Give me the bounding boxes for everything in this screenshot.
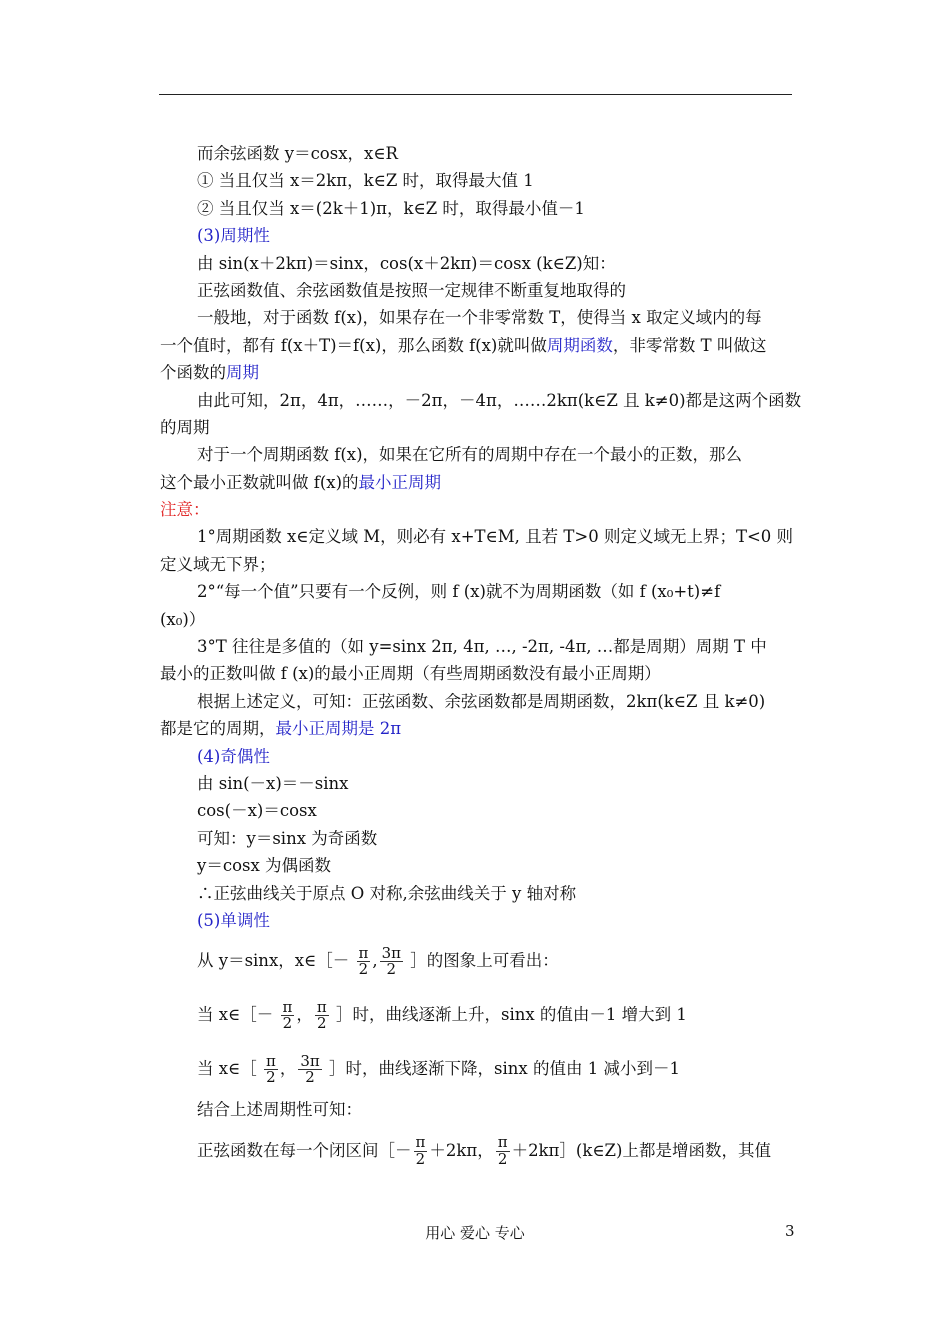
text-line: (x₀)）: [160, 609, 206, 629]
note-heading: 注意：: [160, 500, 210, 520]
header-rule: [159, 94, 792, 95]
fraction: $\frac{\pi}{2}$: [358, 943, 369, 979]
fraction: $\frac{\pi}{2}$: [415, 1132, 426, 1168]
text-line: 当 x∈［ $\frac{\pi}{2}$ ， $\frac{3\pi}{2}$ ］时，曲线逐渐下降，sinx 的值由 1 减小到－1: [197, 1051, 680, 1087]
fraction: $\frac{\pi}{2}$: [266, 1051, 276, 1087]
text-line: 定义域无下界；: [160, 554, 276, 574]
text-line: 最小的正数叫做 f (x)的最小正周期（有些周期函数没有最小正周期）: [160, 664, 661, 684]
text-line: 根据上述定义，可知：正弦函数、余弦函数都是周期函数，2kπ(k∈Z 且 k≠0): [197, 691, 766, 711]
text-line: 由 sin(x＋2kπ)＝sinx，cos(x＋2kπ)＝cosx (k∈Z)知：: [197, 253, 616, 273]
fraction: $\frac{\pi}{2}$: [316, 997, 327, 1033]
text-line: 1°周期函数 x∈定义域 M，则必有 x+T∈M, 且若 T>0 则定义域无上界；T<0 则: [197, 527, 794, 547]
text-line: 当 x∈［－ $\frac{\pi}{2}$ ， $\frac{\pi}{2}$ ］时，曲线逐渐上升，sinx 的值由－1 增大到 1: [197, 997, 687, 1033]
section-heading-parity: (4)奇偶性: [197, 746, 270, 766]
fraction: $\frac{3\pi}{2}$: [300, 1051, 320, 1087]
text-line: 结合上述周期性可知：: [197, 1100, 362, 1120]
text-line: 由此可知，2π，4π，……，－2π，－4π，……2kπ(k∈Z 且 k≠0)都是这两个函数: [197, 390, 802, 410]
page-number: 3: [785, 1222, 795, 1240]
text-line: 的周期: [160, 417, 210, 437]
text-line: ∴正弦曲线关于原点 O 对称,余弦曲线关于 y 轴对称: [197, 883, 577, 903]
term-period: 周期: [226, 363, 259, 383]
text-line: ① 当且仅当 x＝2kπ，k∈Z 时，取得最大值 1: [197, 171, 534, 191]
text-line: 一般地，对于函数 f(x)，如果存在一个非零常数 T，使得当 x 取定义域内的每: [197, 308, 762, 328]
text-line: 个函数的周期: [160, 363, 259, 383]
text-line: cos(－x)＝cosx: [197, 801, 317, 821]
fraction: $\frac{\pi}{2}$: [282, 997, 293, 1033]
text-line: ② 当且仅当 x＝(2k＋1)π，k∈Z 时，取得最小值－1: [197, 198, 585, 218]
text-line: 2°“每一个值”只要有一个反例，则 f (x)就不为周期函数（如 f (x₀+t)≠f: [197, 582, 721, 602]
section-heading-periodicity: (3)周期性: [197, 226, 270, 246]
text-line: 正弦函数在每一个闭区间［－ $\frac{\pi}{2}$ ＋2kπ， $\frac{\pi}{2}$ ＋2kπ］(k∈Z)上都是增函数，其值: [197, 1132, 771, 1168]
text-line: 3°T 往往是多值的（如 y=sinx 2π, 4π, …, -2π, -4π, …都是周期）周期 T 中: [197, 637, 767, 657]
footer-motto: 用心 爱心 专心: [425, 1224, 525, 1242]
text-line: 都是它的周期，最小正周期是 2π: [160, 719, 402, 739]
fraction: $\frac{\pi}{2}$: [497, 1132, 508, 1168]
text-line: 对于一个周期函数 f(x)，如果在它所有的周期中存在一个最小的正数，那么: [197, 445, 743, 465]
text-line: 而余弦函数 y＝cosx，x∈R: [197, 144, 398, 163]
text-line: 由 sin(－x)＝－sinx: [197, 773, 349, 793]
fraction: $\frac{3\pi}{2}$: [381, 943, 402, 979]
page-body: [160, 140, 802, 1178]
text-line: 一个值时，都有 f(x＋T)＝f(x)，那么函数 f(x)就叫做周期函数，非零常数 T 叫做这: [160, 335, 767, 355]
text-line: 正弦函数值、余弦函数值是按照一定规律不断重复地取得的: [197, 280, 626, 300]
text-line: 可知：y＝sinx 为奇函数: [197, 828, 378, 848]
text-line: y＝cosx 为偶函数: [197, 856, 332, 876]
term-minimum-positive-period: 最小正周期: [358, 472, 442, 492]
term-minimum-period-2pi: 最小正周期是 2π: [275, 719, 402, 739]
term-periodic-function: 周期函数: [546, 335, 613, 355]
text-line: 这个最小正数就叫做 f(x)的最小正周期: [160, 472, 442, 492]
section-heading-monotonicity: (5)单调性: [197, 910, 270, 930]
text-line: 从 y＝sinx，x∈［－ $\frac{\pi}{2}$ , $\frac{3\pi}{2}$ ］的图象上可看出：: [197, 943, 559, 979]
